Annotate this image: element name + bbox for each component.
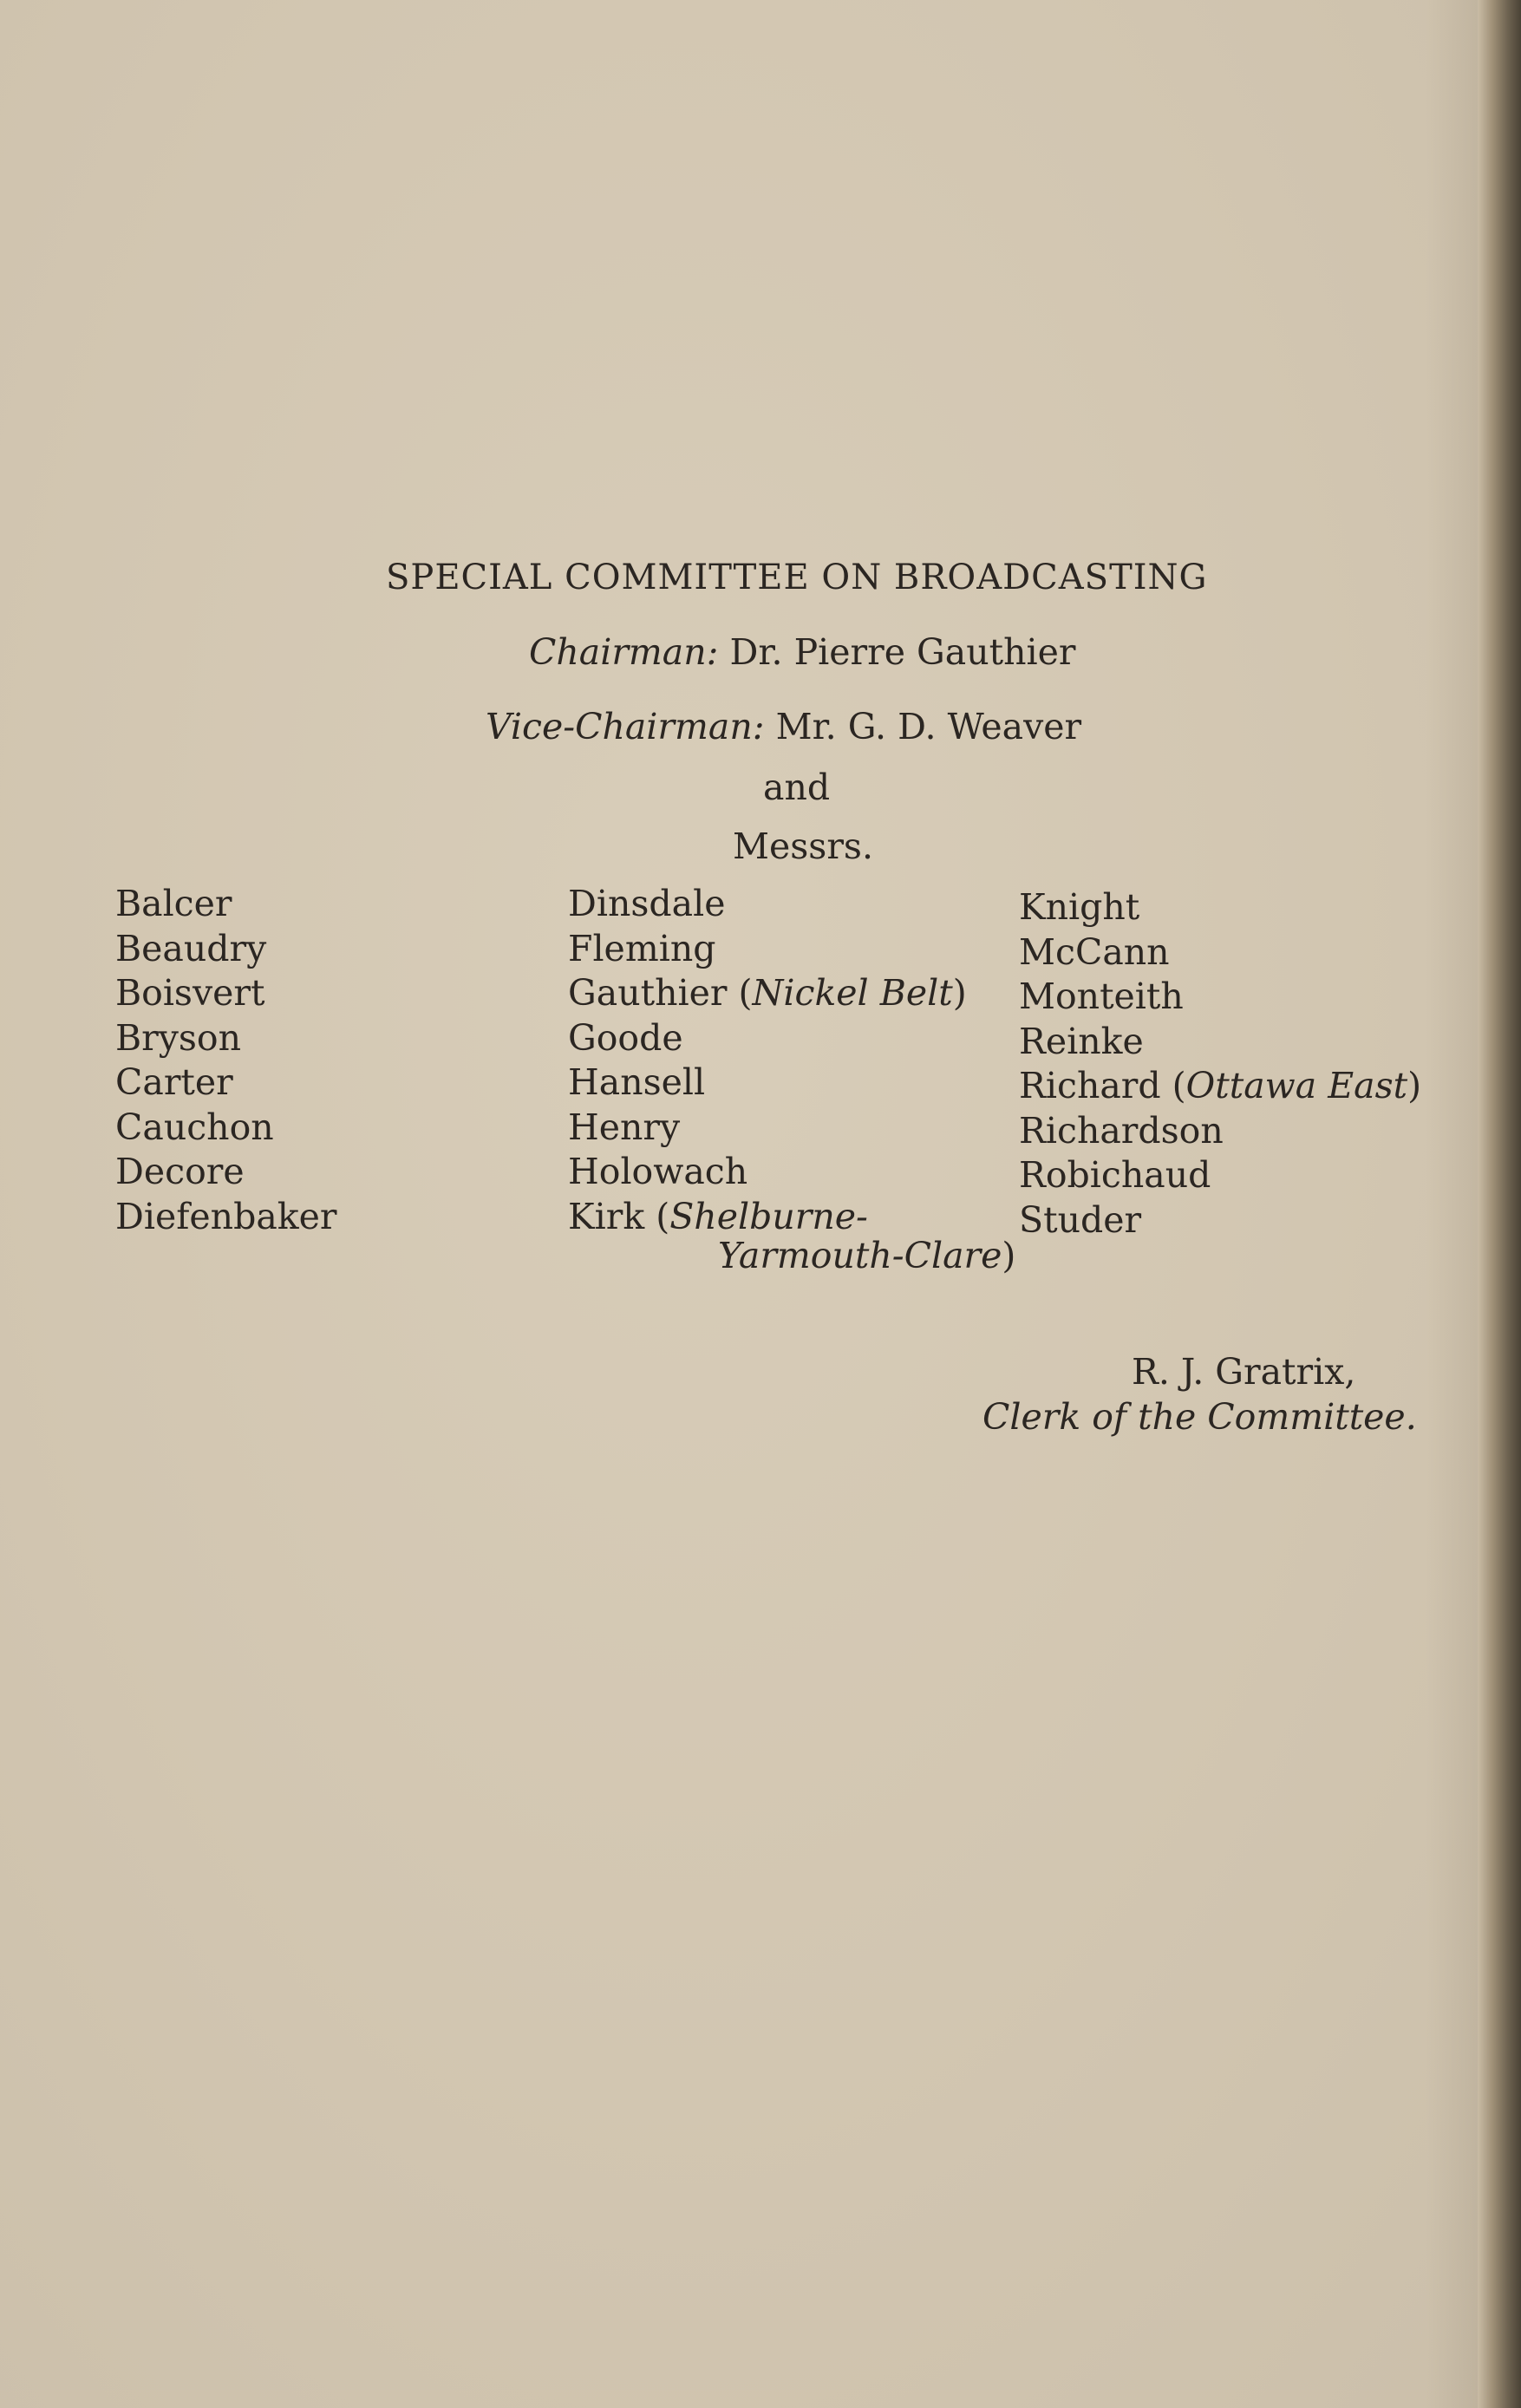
member-entry [568, 1060, 967, 1106]
member-name: Carter [115, 1061, 233, 1103]
binding-shadow [1426, 0, 1478, 2408]
member-entry [1019, 885, 1421, 930]
member-name: Beaudry [115, 927, 267, 969]
committee-title: SPECIAL COMMITTEE ON BROADCASTING [386, 558, 1208, 597]
member-name: Henry [568, 1106, 681, 1148]
member-name: Richardson [1019, 1109, 1224, 1152]
member-name: Kirk [568, 1195, 645, 1237]
chairman-line [529, 631, 1076, 673]
member-name: Diefenbaker [115, 1195, 337, 1237]
member-entry: Gauthier (Nickel Belt) [568, 972, 967, 1014]
member-name: Studer [1019, 1198, 1142, 1241]
member-name: Bryson [115, 1016, 242, 1059]
member-riding: Yarmouth-Clare [718, 1235, 1002, 1276]
member-name: Gauthier [568, 972, 728, 1014]
member-entry [568, 1016, 967, 1061]
member-entry [1019, 1109, 1421, 1154]
member-entry [1019, 1198, 1421, 1243]
member-entry: Kirk (Shelburne- [568, 1195, 868, 1237]
vice-chairman-line [486, 706, 1082, 747]
member-name: McCann [1019, 930, 1170, 973]
messrs-text: Messrs. [733, 826, 873, 867]
clerk-title: Clerk of the Committee. [982, 1396, 1417, 1438]
member-name: Hansell [568, 1061, 706, 1103]
member-riding: Ottawa East [1185, 1065, 1408, 1106]
member-name: Robichaud [1019, 1154, 1211, 1196]
member-name: Decore [115, 1151, 245, 1192]
member-entry [568, 1150, 967, 1195]
clerk-name: R. J. Gratrix, [1132, 1351, 1356, 1393]
member-entry [568, 927, 967, 972]
binding-edge [1478, 0, 1521, 2408]
members-column-2 [568, 882, 967, 1239]
member-name: Monteith [1019, 976, 1184, 1017]
member-entry [1019, 1020, 1421, 1065]
member-name: Holowach [568, 1151, 748, 1192]
member-name: Fleming [568, 927, 716, 969]
member-entry [1019, 930, 1421, 976]
member-name: Balcer [115, 883, 232, 924]
member-name: Reinke [1019, 1020, 1144, 1062]
member-entry [568, 882, 967, 927]
chairman-name: Dr. Pierre Gauthier [729, 631, 1076, 673]
member-name: Richard [1019, 1065, 1161, 1106]
member-entry [1019, 975, 1421, 1020]
member-entry [568, 1106, 967, 1151]
vice-chairman-label: Vice-Chairman: [486, 706, 765, 747]
member-riding-continuation: Yarmouth-Clare) [718, 1235, 1016, 1276]
member-name: Dinsdale [568, 883, 726, 924]
member-riding: Nickel Belt [752, 972, 953, 1014]
members-column-1 [115, 882, 337, 1239]
member-name: Goode [568, 1016, 683, 1059]
member-riding: Shelburne- [669, 1195, 868, 1237]
members-column-3 [1019, 885, 1421, 1243]
member-name: Knight [1019, 886, 1140, 928]
chairman-label: Chairman: [529, 631, 719, 673]
vice-chairman-name: Mr. G. D. Weaver [775, 706, 1082, 747]
member-name: Cauchon [115, 1106, 274, 1148]
member-entry [1019, 1153, 1421, 1198]
member-entry: Richard (Ottawa East) [1019, 1065, 1422, 1106]
member-name: Boisvert [115, 972, 265, 1014]
and-text: and [763, 767, 831, 808]
